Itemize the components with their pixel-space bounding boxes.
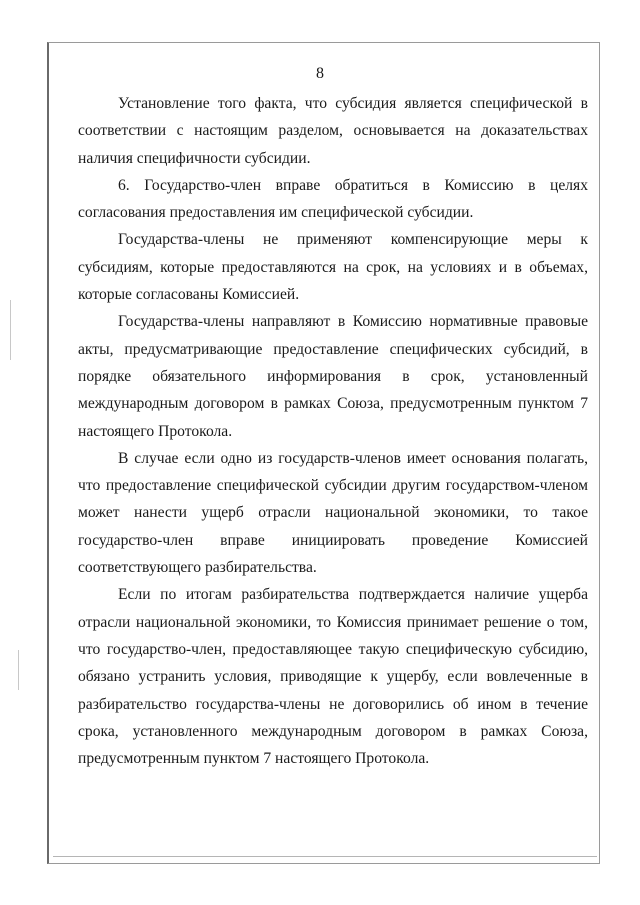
paragraph: Если по итогам разбирательства подтверждается наличие ущерба отрасли национальной экономики, то Комиссия принимает решение о том, что государство-член, предоставляющее такую специфическую субсидию, обязано устранить условия, приводящие к ущербу, если вовлеченные в разбирательство государства-члены не договорились об ином в течение срока, установленного международным договором в рамках Союза, предусмотренным пунктом 7 настоящего Протокола. [78,586,588,768]
document-body [78,90,588,772]
paragraph: Государства-члены не применяют компенсирующие меры к субсидиям, которые предоставляются на срок, на условиях и в объемах, которые согласованы Комиссией. [78,231,588,304]
scan-margin-mark [10,300,11,360]
paragraph: Установление того факта, что субсидия является специфической в соответствии с настоящим разделом, основывается на доказательствах наличия специфичности субсидии. [78,95,588,167]
paragraph: 6. Государство-член вправе обратиться в Комиссию в целях согласования предоставления им специфической субсидии. [78,176,588,222]
paragraph: Государства-члены направляют в Комиссию нормативные правовые акты, предусматривающие предоставление специфических субсидий, в порядке обязательного информирования в срок, установленный международным договором в рамках Союза, предусмотренным пунктом 7 настоящего Протокола. [78,313,588,440]
paragraph: В случае если одно из государств-членов имеет основания полагать, что предоставление специфической субсидии другим государством-членом может нанести ущерб отрасли национальной экономики, то такое государство-член вправе инициировать проведение Комиссией соответствующего разбирательства. [78,449,588,577]
scan-margin-mark [18,650,19,690]
page-number: 8 [316,65,324,82]
